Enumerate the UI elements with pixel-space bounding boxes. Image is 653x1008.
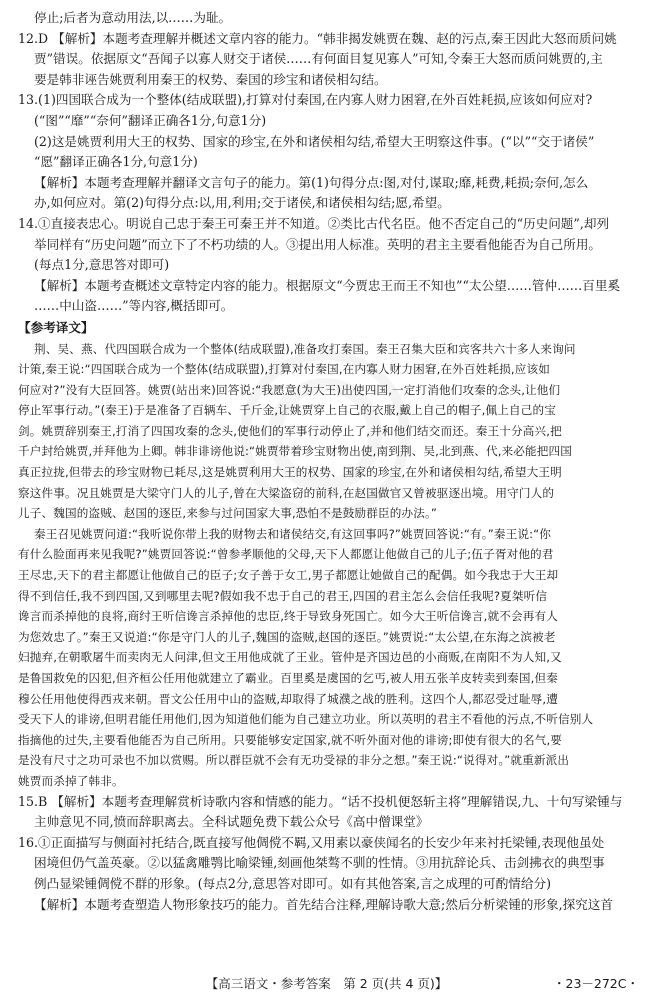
text-line: 真正拉拢,但带去的珍宝财物已耗尽,这是姚贾利用大王的权势、国家的珍宝,在外和诸侯相勾结,希望大王明	[18, 465, 562, 480]
text-line: (“图”“靡”“奈何”翻译正确各1分,句意1分)	[34, 112, 267, 128]
text-line: 是没有尺寸之功可录也不加以赏赐。所以群臣就不会有无功受禄的非分之想。”秦王说:“说得对。”就重新派出	[18, 753, 570, 768]
text-line: (2)这是姚贾利用大王的权势、国家的珍宝,在外和诸侯相勾结,希望大王明察这件事。(“以”“交于诸侯”	[34, 133, 595, 149]
text-line: 【解析】本题考查概述文章特定内容的能力。根据原文“今贾忠王而王不知也”“太公望……管仲……百里奚	[34, 277, 621, 293]
text-line: 停止;后者为意动用法,以……为耻。	[34, 10, 232, 25]
text-line: 主帅意见不同,愤而辞职离去。全科试题免费下载公众号《高中僧课堂》	[34, 814, 429, 830]
footer-page-info: 【高三语文・参考答案 第 2 页(共 4 页)】	[205, 976, 448, 991]
text-line: 儿子、魏国的盗贼、赵国的逐臣,来参与过问国家大事,恐怕不是鼓励群臣的办法。”	[18, 506, 438, 521]
text-line: 【解析】本题考查塑造人物形象技巧的能力。首先结合注释,理解诗歌大意;然后分析梁锺的形象,探究这首	[34, 896, 613, 912]
text-line: 荆、吴、燕、代四国联合成为一个整体(结成联盟),准备攻打秦国。秦王召集大臣和宾客共六十多人来询问	[34, 341, 576, 356]
text-line: 14.①直接表忠心。明说自己忠于秦王可秦王并不知道。②类比古代名臣。他不否定自己的“历史问题”,却列	[18, 215, 610, 231]
answer-document	[18, 8, 640, 915]
text-line: 剑。姚贾辞别秦王,打消了四国攻秦的念头,使他们的军事行动停止了,并和他们结交而还。秦王十分高兴,把	[18, 423, 562, 438]
text-line: 【解析】本题考查理解并翻译文言句子的能力。第(1)句得分点:图,对付,谋取;靡,耗费,耗损;奈何,怎么	[34, 174, 589, 190]
text-line: 12.D 【解析】本题考查理解并概述文章内容的能力。“韩非揭发姚贾在魏、赵的污点,秦王因此大怒而质问姚	[18, 30, 617, 46]
text-line: 15.B 【解析】本题考查理解赏析诗歌内容和情感的能力。“话不投机便怒斩主将”理解错误,九、十句写梁锺与	[18, 793, 623, 809]
text-line: “愿”翻译正确各1分,句意1分)	[34, 154, 198, 170]
text-line: 谗言而杀掉他的良将,商纣王听信谗言杀掉他的忠臣,终于导致身死国亡。如今大王听信谗言,就不会再有人	[18, 609, 558, 624]
text-line: 办,如何应对。第(2)句得分点:以,用,利用;交于诸侯,和诸侯相勾结;愿,希望。	[34, 195, 450, 211]
text-line: 受天下人的诽谤,但明君能任用他们,因为知道他们能为自己建立功业。所以英明的君主不看他的污点,不听信别人	[18, 712, 594, 727]
text-line: (每点1分,意思答对即可)	[34, 257, 170, 273]
text-line: 困境但仍气盖英豪。②以猛禽雕鹗比喻梁锺,刻画他桀骜不驯的性情。③用抗辞论兵、击剑拂衣的典型事	[34, 855, 605, 871]
text-line: 例凸显梁锺倜傥不群的形象。(每点2分,意思答对即可。如有其他答案,言之成理的可酌情给分)	[34, 875, 552, 891]
text-line: 妇抛弃,在朝歌屠牛而卖肉无人问津,但文王用他成就了王业。管仲是齐国边邑的小商贩,在南阳不为人知,又	[18, 650, 562, 665]
text-line: 得不到信任,我不到四国,又到哪里去呢?假如我不忠于自己的君王,四国的君主怎么会信任我呢?夏桀听信	[18, 588, 548, 603]
text-line: 【参考译文】	[18, 319, 94, 335]
text-line: 千户封给姚贾,并拜他为上卿。韩非诽谤他说:“姚贾带着珍宝财物出使,南到荆、吴,北到燕、代,来必能把四国	[18, 444, 573, 459]
text-line: 举同样有“历史问题”而立下了不朽功绩的人。③提出用人标准。英明的君主主要看他能否为自己所用。	[34, 236, 602, 252]
text-line: ……中山盗……”等内容,概括即可。	[34, 298, 234, 314]
text-line: 停止军事行动。”(秦王)于是准备了百辆车、千斤金,让姚贾穿上自己的衣服,戴上自己的帽子,佩上自己的宝	[18, 403, 556, 418]
text-line: 秦王召见姚贾问道:“我听说你带上我的财物去和诸侯结交,有这回事吗?”姚贾回答说:“有。”秦王说:“你	[34, 526, 552, 541]
text-line: 为您效忠了。”秦王又说道:“你是守门人的儿子,魏国的盗贼,赵国的逐臣。”姚贾说:“太公望,在东海之滨被老	[18, 629, 556, 644]
text-line: 16.①正面描写与侧面衬托结合,既直接写他倜傥不羁,又用素以豪侠闻名的长安少年来衬托梁锺,表现他虽处	[18, 834, 605, 850]
page-footer	[0, 974, 653, 996]
text-line: 指摘他的过失,主要看他能否为自己所用。只要能够安定国家,就不听外面对他的诽谤;即使有很大的名气,要	[18, 732, 563, 747]
text-line: 姚贾而杀掉了韩非。	[18, 773, 124, 788]
footer-code: ・23－272C・	[553, 976, 639, 991]
text-line: 有什么脸面再来见我呢?”姚贾回答说:“曾参孝顺他的父母,天下人都愿让他做自己的儿子;伍子胥对他的君	[18, 547, 554, 562]
text-line: 穆公任用他使得西戎来朝。晋文公任用中山的盗贼,却取得了城濮之战的胜利。这四个人,都忍受过耻辱,遭	[18, 691, 558, 706]
text-line: 何应对?”没有大臣回答。姚贾(站出来)回答说:“我愿意(为大王)出使四国,一定打消他们攻秦的念头,让他们	[18, 382, 561, 397]
text-line: 计策,秦王说:“四国联合成为一个整体(结成联盟),打算对付秦国,在内寡人财力困窘,在外百姓耗损,应该如	[18, 362, 550, 377]
text-line: 要是韩非诬告姚贾利用秦王的权势、秦国的珍宝和诸侯相勾结。	[34, 71, 387, 87]
text-line: 贾”错误。依据原文“吾闻子以寡人财交于诸侯……有何面目复见寡人”可知,令秦王大怒而质问姚贾的,主	[34, 51, 603, 67]
text-line: 13.(1)四国联合成为一个整体(结成联盟),打算对付秦国,在内寡人财力困窘,在外百姓耗损,应该如何应对?	[18, 92, 593, 108]
text-line: 王尽忠,天下的君主都愿让他做自己的臣子;女子善于女工,男子都愿让她做自己的配偶。如今我忠于大王却	[18, 568, 559, 583]
text-line: 察这件事。况且姚贾是大梁守门人的儿子,曾在大梁盗窃的前科,在赵国做官又曾被驱逐出境。用守门人的	[18, 485, 555, 500]
text-line: 是鲁国救免的囚犯,但齐桓公任用他就建立了霸业。百里奚是虞国的乞丐,被人用五张羊皮转卖到秦国,但秦	[18, 671, 558, 685]
